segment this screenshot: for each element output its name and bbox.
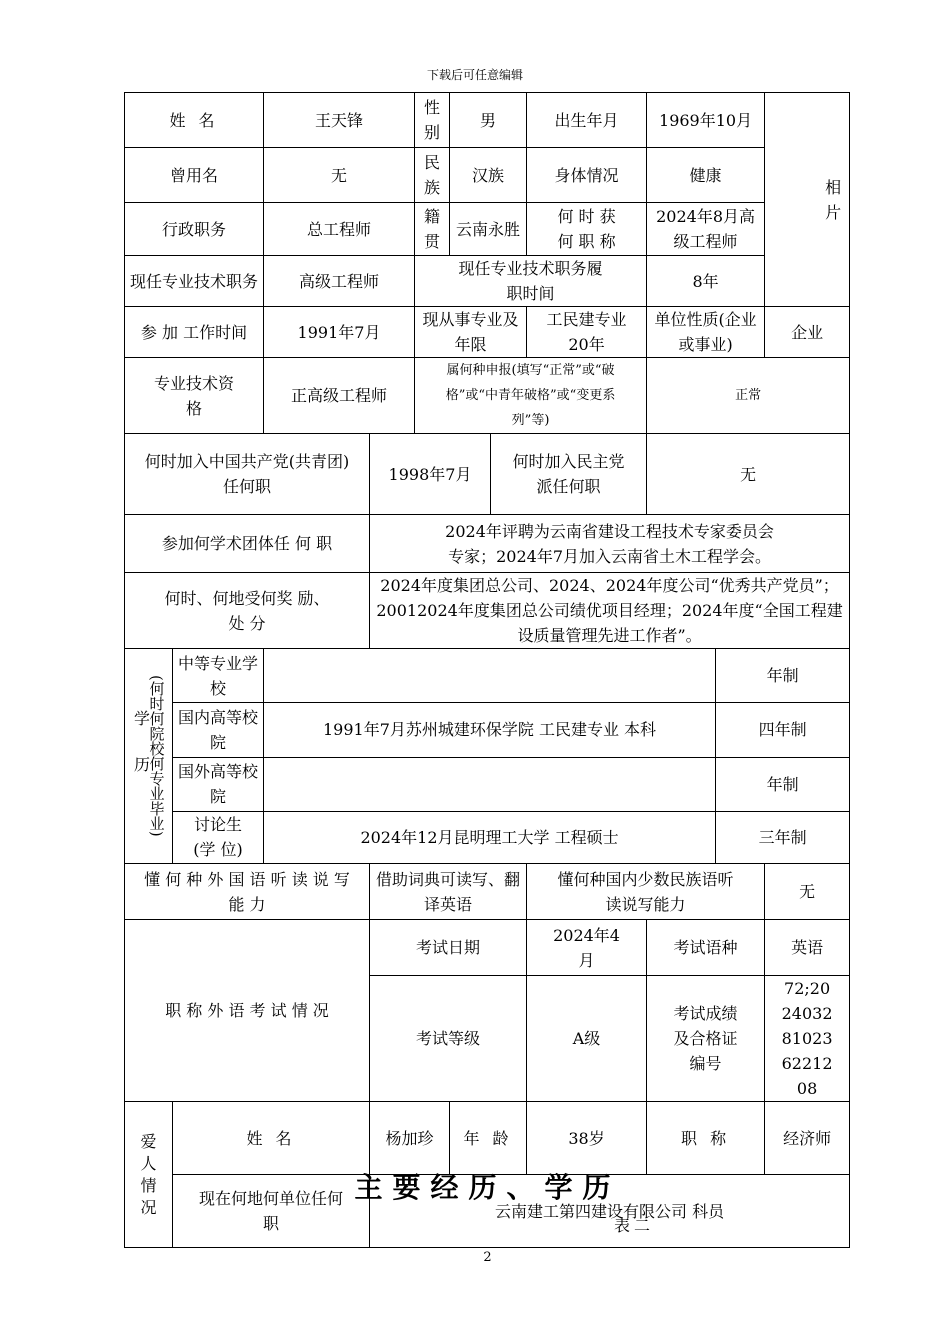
- edu-row-detail: [264, 757, 716, 811]
- edu-row-type: 讨论生(学 位): [173, 811, 264, 863]
- term-value: 8年: [647, 256, 765, 307]
- academic-label: 参加何学术团体任 何 职: [125, 515, 370, 573]
- unit-type-value: 企业: [765, 307, 850, 358]
- qualification-value: 正高级工程师: [264, 358, 415, 434]
- spouse-work-value: 云南建工第四建设有限公司 科员: [370, 1175, 850, 1248]
- admin-label: 行政职务: [125, 203, 264, 256]
- democratic-party-value: 无: [647, 434, 850, 515]
- awards-label: 何时、何地受何奖 励、 处 分: [125, 573, 370, 649]
- exam-level-value: A级: [527, 976, 647, 1102]
- democratic-party-label: 何时加入民主党派任何职: [491, 434, 647, 515]
- obtain-title-value: 2024年8月高级工程师: [647, 203, 765, 256]
- spouse-title-value: 经济师: [765, 1102, 850, 1175]
- alias-label: 曾用名: [125, 148, 264, 203]
- obtain-title-label: 何 时 获 何 职 称: [527, 203, 647, 256]
- exam-lang-value: 英语: [765, 920, 850, 976]
- language-label: 懂 何 种 外 国 语 听 读 说 写 能 力: [125, 864, 370, 920]
- exam-level-label: 考试等级: [370, 976, 527, 1102]
- language-value: 借助词典可读写、翻译英语: [370, 864, 527, 920]
- spouse-age-value: 38岁: [527, 1102, 647, 1175]
- edu-row-years: 四年制: [716, 703, 850, 757]
- ethnic-value: 汉族: [450, 148, 527, 203]
- edu-row-years: 三年制: [716, 811, 850, 863]
- current-title-value: 高级工程师: [264, 256, 415, 307]
- spouse-name-value: 杨加珍: [370, 1102, 450, 1175]
- exam-date-value: 2024年4月: [527, 920, 647, 976]
- photo-cell: 相片: [765, 93, 850, 307]
- name-label: 姓 名: [125, 93, 264, 148]
- minority-language-value: 无: [765, 864, 850, 920]
- major-value: 工民建专业20年: [527, 307, 647, 358]
- spouse-age-label: 年 龄: [450, 1102, 527, 1175]
- admin-value: 总工程师: [264, 203, 415, 256]
- edu-row-type: 国内高等校院: [173, 703, 264, 757]
- major-label: 现从事专业及年限: [415, 307, 527, 358]
- native-value: 云南永胜: [450, 203, 527, 256]
- cpc-join-label: 何时加入中国共产党(共青团)任何职: [125, 434, 370, 515]
- personal-info-form: [124, 92, 850, 1248]
- spouse-name-label: 姓 名: [173, 1102, 370, 1175]
- education-note: (何时何院校何专业毕业): [147, 675, 166, 837]
- awards-value: 2024年度集团总公司、2024、2024年度公司“优秀共产党员”；20012024年度集团总公司绩优项目经理；2024年度“全国工程建设质量管理先进工作者”。: [370, 573, 850, 649]
- edu-row-type: 中等专业学校: [173, 649, 264, 703]
- native-label: 籍贯: [415, 203, 450, 256]
- current-title-label: 现任专业技术职务: [125, 256, 264, 307]
- work-start-label: 参 加 工作时间: [125, 307, 264, 358]
- name-value: 王天锋: [264, 93, 415, 148]
- gender-value: 男: [450, 93, 527, 148]
- exam-lang-label: 考试语种: [647, 920, 765, 976]
- work-start-value: 1991年7月: [264, 307, 415, 358]
- birth-value: 1969年10月: [647, 93, 765, 148]
- edu-row-detail: 1991年7月苏州城建环保学院 工民建专业 本科: [264, 703, 716, 757]
- edu-row-years: 年制: [716, 757, 850, 811]
- report-type-value: 正常: [647, 358, 850, 434]
- ethnic-label: 民族: [415, 148, 450, 203]
- qualification-label: 专业技术资格: [125, 358, 264, 434]
- exam-score-value: 72;2024032810236221208: [765, 976, 850, 1102]
- unit-type-label: 单位性质(企业或事业): [647, 307, 765, 358]
- cpc-join-value: 1998年7月: [370, 434, 491, 515]
- edu-row-detail: [264, 649, 716, 703]
- edu-row-type: 国外高等校院: [173, 757, 264, 811]
- exam-score-label: 考试成绩及合格证编号: [647, 976, 765, 1102]
- spouse-title-label: 职 称: [647, 1102, 765, 1175]
- gender-label: 性别: [415, 93, 450, 148]
- exam-date-label: 考试日期: [370, 920, 527, 976]
- report-type-label: 属何种申报(填写“正常”或“破格”或“中青年破格”或“变更系列”等): [415, 358, 647, 434]
- spouse-work-label: 现在何地何单位任何职: [173, 1175, 370, 1248]
- exam-label: 职 称 外 语 考 试 情 况: [125, 920, 370, 1102]
- minority-language-label: 懂何种国内少数民族语听读说写能力: [527, 864, 765, 920]
- health-value: 健康: [647, 148, 765, 203]
- spouse-label: 爱人情况: [125, 1102, 173, 1248]
- header-note: 下载后可任意编辑: [426, 68, 523, 82]
- birth-label: 出生年月: [527, 93, 647, 148]
- section-title: 主要经历、学历: [354, 1171, 621, 1204]
- table-number: 表二: [614, 1216, 655, 1235]
- term-label: 现任专业技术职务履职时间: [415, 256, 647, 307]
- academic-value: 2024年评聘为云南省建设工程技术专家委员会专家；2024年7月加入云南省土木工程学会。: [370, 515, 850, 573]
- education-side: [125, 649, 173, 864]
- education-label: 学历: [131, 710, 151, 802]
- edu-row-years: 年制: [716, 649, 850, 703]
- alias-value: 无: [264, 148, 415, 203]
- health-label: 身体情况: [527, 148, 647, 203]
- page-number: 2: [483, 1250, 492, 1265]
- edu-row-detail: 2024年12月昆明理工大学 工程硕士: [264, 811, 716, 863]
